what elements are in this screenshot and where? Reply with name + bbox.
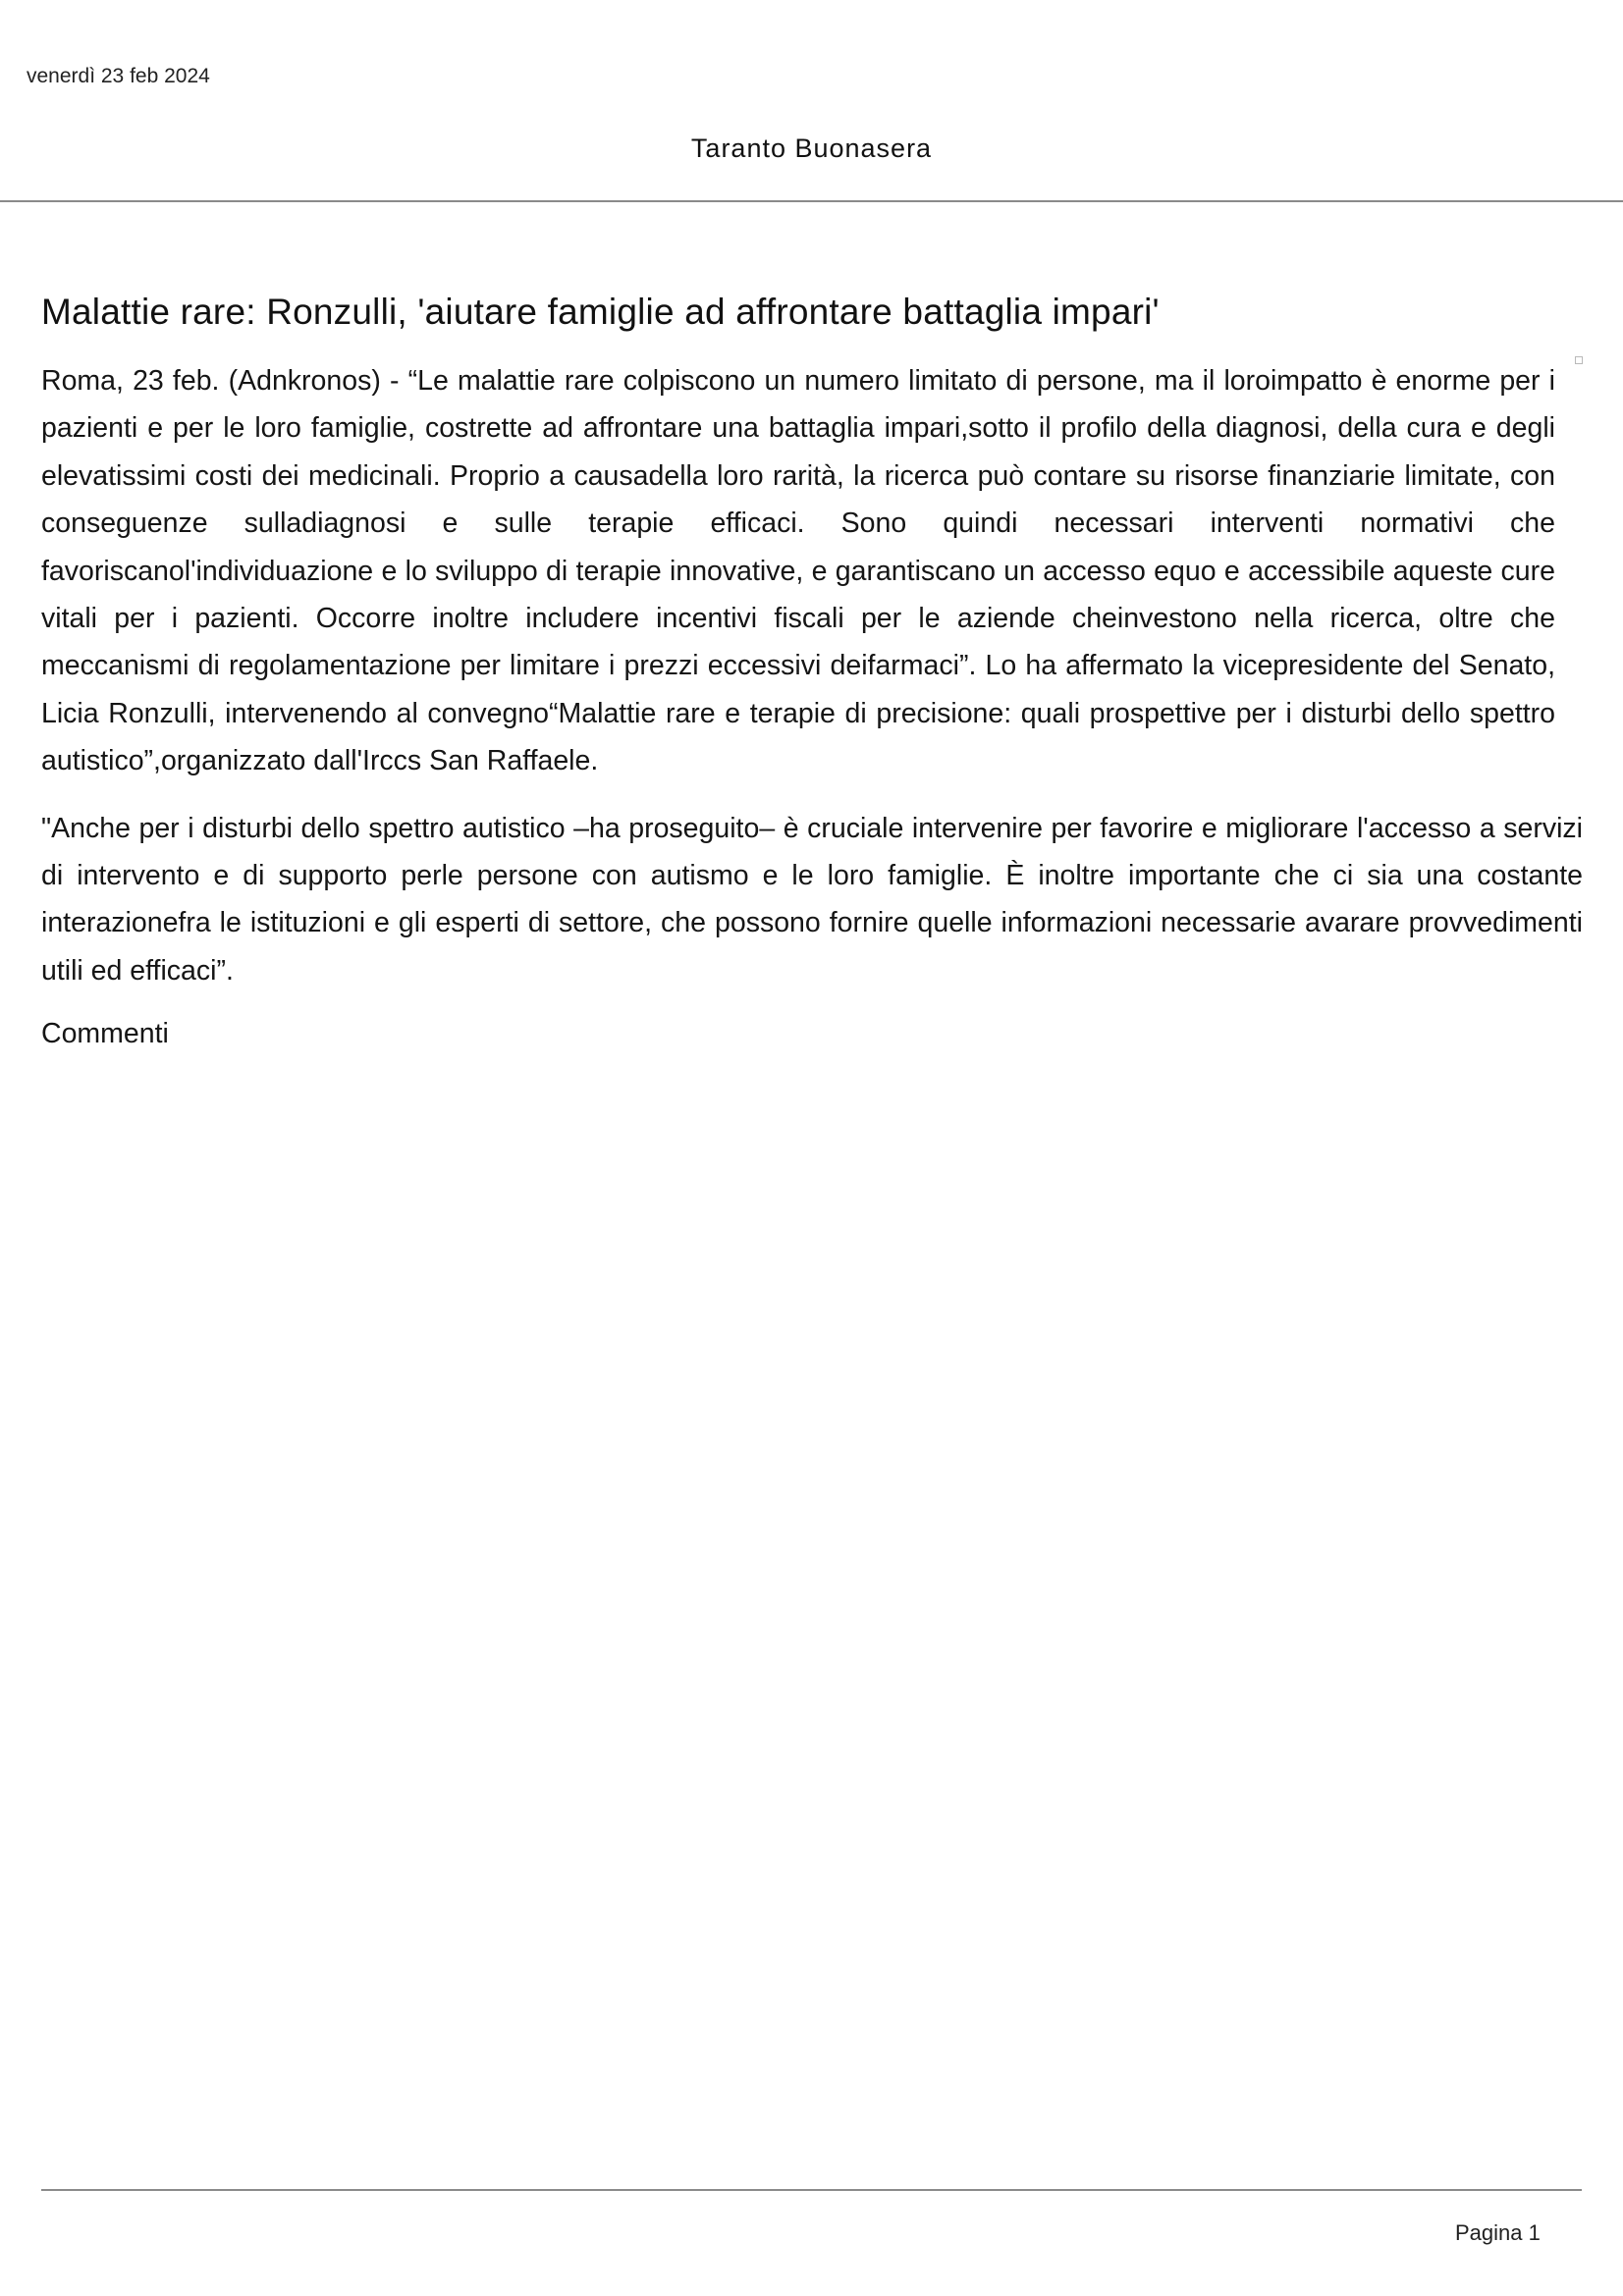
publication-name: Taranto Buonasera xyxy=(690,133,933,163)
article-content xyxy=(41,288,1583,1053)
page-number: Pagina 1 xyxy=(1455,2220,1541,2245)
issue-date: venerdì 23 feb 2024 xyxy=(27,65,210,87)
footer-divider xyxy=(41,2189,1582,2191)
article-paragraph-1: Roma, 23 feb. (Adnkronos) - “Le malattie rare colpiscono un numero limitato di persone, ma il loroimpatto è enorme per i pazienti e per le loro famiglie, costrette ad affrontare una battaglia impari,sotto il profilo della diagnosi, della cura e degli elevatissimi costi dei medicinali. Proprio a causadella loro rarità, la ricerca può contare su risorse finanziarie limitate, con conseguenze sulladiagnosi e sulle terapie efficaci. Sono quindi necessari interventi normativi che favoriscanol'individuazione e lo sviluppo di terapie innovative, e garantiscano un accesso equo e accessibile aqueste cure vitali per i pazienti. Occorre inoltre includere incentivi fiscali per le aziende cheinvestono nella ricerca, oltre che meccanismi di regolamentazione per limitare i prezzi eccessivi deifarmaci”. Lo ha affermato la vicepresidente del Senato, Licia Ronzulli, intervenendo al convegno“Malattie rare e terapie di precisione: quali prospettive per i disturbi dello spettro autistico”,organizzato dall'Irccs San Raffaele. xyxy=(41,365,1555,777)
article-paragraph-2: "Anche per i disturbi dello spettro autistico –ha proseguito– è cruciale intervenire per favorire e migliorare l'accesso a servizi di intervento e di supporto perle persone con autismo e le loro famiglie. È inoltre importante che ci sia una costante interazionefra le istituzioni e gli esperti di settore, che possono fornire quelle informazioni necessarie avarare provvedimenti utili ed efficaci”. xyxy=(41,812,1583,987)
article-title: Malattie rare: Ronzulli, 'aiutare famiglie ad affrontare battaglia impari' xyxy=(41,292,1160,332)
header-divider xyxy=(0,200,1623,202)
comments-heading: Commenti xyxy=(41,1018,169,1050)
